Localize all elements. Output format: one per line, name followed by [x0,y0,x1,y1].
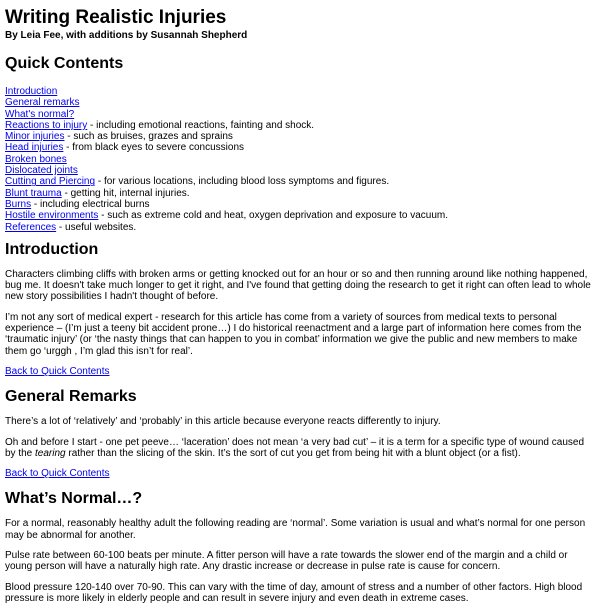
toc-item [5,86,595,97]
toc-link[interactable]: Broken bones [5,153,67,165]
toc-link[interactable]: Reactions to injury [5,119,88,131]
toc-item [5,188,595,199]
toc-description: - including electrical burns [31,198,150,210]
toc-item [5,154,595,165]
toc-item [5,131,595,142]
toc-description: - including emotional reactions, fainting and shock. [87,119,315,131]
toc-link[interactable]: References [5,221,57,233]
toc-description: - such as bruises, grazes and sprains [64,131,233,143]
general-remarks-p2-emphasis: tearing [35,447,66,459]
toc-item [5,210,595,221]
toc-item [5,97,595,108]
toc-link[interactable]: Burns [5,198,32,210]
toc-link[interactable]: Minor injuries [5,131,65,143]
general-remarks-p2-start: Oh and before I start - one pet peeve… ‘laceration’ does not mean ‘a very bad cut’ – it is a term for a specific type of wound caused by the [5,436,585,459]
toc-item [5,199,595,210]
quick-contents-heading: Quick Contents [5,55,124,72]
back-to-quick-contents-link[interactable]: Back to Quick Contents [5,365,110,377]
whats-normal-paragraph-1: For a normal, reasonably healthy adult the following reading are ‘normal’. Some variation is usual and what’s normal for one person may be abnormal for another. [5,518,586,541]
toc-item [5,222,595,233]
introduction-paragraph-2: I’m not any sort of medical expert - research for this article has come from a variety of sources from medical texts to personal experience – (I’m just a teeny bit accident prone…) I do historical reenactment and a large part of information here comes from the ‘traumatic injury’ (or ‘the nasty things that can happen to you in combat’ information we give the public and new members to make them go ‘urggh , I’m glad this isn’t for real’. [5,311,582,357]
introduction-paragraph-1: Characters climbing cliffs with broken arms or getting knocked out for an hour or so and then running around like nothing happened, bug me. It doesn't take much longer to get it right, and I've found that getting doing the research to get it right can often lead to whole new story possibilities I hadn't thought of before. [5,268,591,303]
toc-link[interactable]: Blunt trauma [5,187,62,199]
general-remarks-paragraph-2 [5,437,595,460]
toc-description: - useful websites. [56,221,137,233]
introduction-heading: Introduction [5,240,99,258]
general-remarks-paragraph-1: There’s a lot of ‘relatively’ and ‘probably’ in this article because everyone reacts differently to injury. [5,416,441,428]
toc-description: - such as extreme cold and heat, oxygen deprivation and exposure to vacuum. [98,210,449,222]
back-to-quick-contents-link[interactable]: Back to Quick Contents [5,468,110,480]
toc-link[interactable]: Hostile environments [5,210,99,222]
toc-item [5,165,595,176]
toc-item [5,109,595,120]
toc-description: - from black eyes to severe concussions [63,142,245,154]
whats-normal-heading: What’s Normal…? [5,490,143,508]
page-title: Writing Realistic Injuries [5,7,227,28]
toc-item [5,176,595,187]
general-remarks-heading: General Remarks [5,388,137,406]
whats-normal-paragraph-2: Pulse rate between 60-100 beats per minute. A fitter person will have a rate towards the slower end of the margin and a child or young person will have a naturally high rate. Any drastic increase or decrease in pulse rate is cause for concern. [5,550,568,573]
quick-contents-list [5,86,595,233]
toc-link[interactable]: Cutting and Piercing [5,176,96,188]
byline: By Leia Fee, with additions by Susannah Shepherd [5,30,248,41]
whats-normal-paragraph-3: Blood pressure 120-140 over 70-90. This can vary with the time of day, amount of stress and a number of other factors. High blood pressure is more likely in elderly people and can result in severe injury and even death in extreme cases. [5,581,583,604]
toc-description: - getting hit, internal injuries. [61,187,190,199]
general-remarks-p2-end: rather than the slicing of the skin. It’s the sort of cut you get from being hit with a blunt object (or a fist). [65,447,521,459]
toc-link[interactable]: General remarks [5,97,80,109]
toc-item [5,120,595,131]
toc-link[interactable]: What's normal? [5,108,75,120]
toc-link[interactable]: Introduction [5,86,58,97]
toc-description: - for various locations, including blood loss symptoms and figures. [95,176,390,188]
toc-link[interactable]: Dislocated joints [5,165,78,177]
toc-link[interactable]: Head injuries [5,142,64,154]
toc-item [5,142,595,153]
